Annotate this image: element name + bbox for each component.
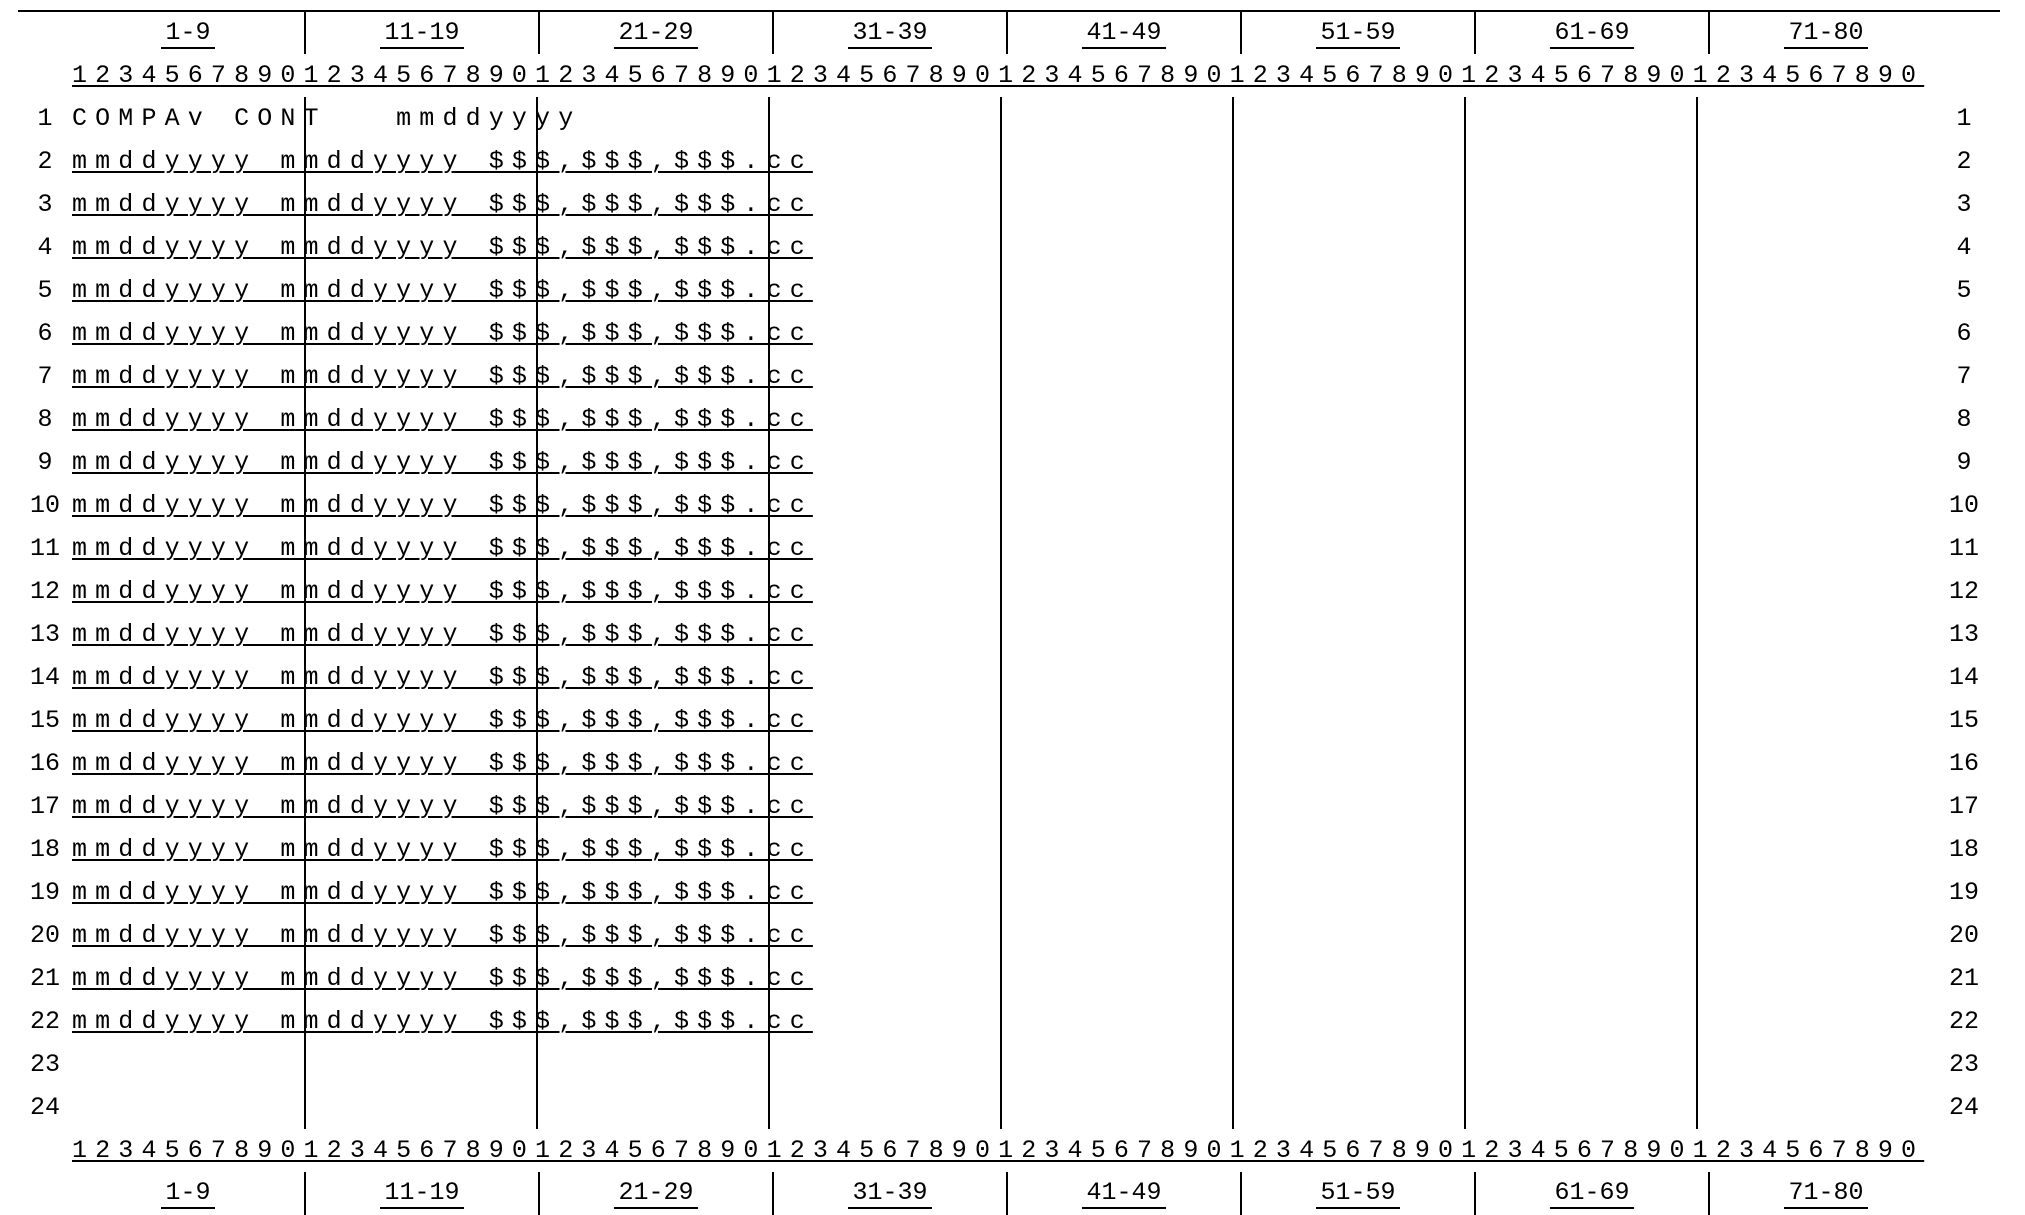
layout-row [18,441,2000,484]
layout-row [18,656,2000,699]
row-number-right: 17 [1948,792,1979,821]
row-number-left: 5 [37,276,53,305]
row-number-left: 22 [29,1007,60,1036]
row-content-cell[interactable] [72,742,1928,785]
row-number-left: 16 [29,749,60,778]
layout-row [18,355,2000,398]
layout-row [18,570,2000,613]
layout-row [18,1043,2000,1086]
column-range-text: 51-59 [1316,1178,1399,1209]
column-tick-marks [72,1086,1928,1129]
layout-row [18,1086,2000,1129]
row-number-left: 14 [29,663,60,692]
row-content-cell[interactable] [72,269,1928,312]
row-content-cell[interactable] [72,1043,1928,1086]
ruler-corner-right-bottom [1928,1129,2000,1172]
row-number-right: 23 [1948,1050,1979,1079]
row-number-left: 24 [29,1093,60,1122]
row-number-right: 8 [1956,405,1972,434]
layout-row [18,398,2000,441]
row-number-left: 12 [29,577,60,606]
row-number-left: 15 [29,706,60,735]
header-ruler-row [18,54,2000,97]
ruler-corner-right [1928,54,2000,97]
row-content-cell[interactable] [72,871,1928,914]
row-number-left: 4 [37,233,53,262]
layout-row [18,97,2000,140]
column-range-label [1242,12,1476,54]
row-content-text: mmddyyyy mmddyyyy $$$,$$$,$$$.cc [72,319,813,348]
layout-row [18,1000,2000,1043]
row-number-left: 6 [37,319,53,348]
row-content-text: mmddyyyy mmddyyyy $$$,$$$,$$$.cc [72,663,813,692]
row-number-left: 23 [29,1050,60,1079]
row-number-left: 8 [37,405,53,434]
row-content-cell[interactable] [72,355,1928,398]
row-number-right: 13 [1948,620,1979,649]
row-content-text: mmddyyyy mmddyyyy $$$,$$$,$$$.cc [72,577,813,606]
layout-row [18,312,2000,355]
row-content-cell[interactable] [72,183,1928,226]
row-number-left: 20 [29,921,60,950]
row-content-text: mmddyyyy mmddyyyy $$$,$$$,$$$.cc [72,620,813,649]
layout-row [18,785,2000,828]
footer-range-row [18,1172,2000,1215]
column-range-text: 31-39 [848,18,931,49]
row-content-cell[interactable] [72,1000,1928,1043]
row-content-cell[interactable] [72,656,1928,699]
column-range-label [540,1172,774,1215]
layout-grid [18,10,2000,1215]
row-number-right: 22 [1948,1007,1979,1036]
layout-row [18,613,2000,656]
row-number-right: 16 [1948,749,1979,778]
row-content-text: mmddyyyy mmddyyyy $$$,$$$,$$$.cc [72,147,813,176]
row-number-right: 15 [1948,706,1979,735]
footer-ruler-row [18,1129,2000,1172]
row-number-left: 19 [29,878,60,907]
column-range-label [1008,12,1242,54]
layout-row [18,484,2000,527]
column-range-label [1710,1172,1942,1215]
column-range-text: 51-59 [1316,18,1399,49]
column-range-label [1476,12,1710,54]
row-content-cell[interactable] [72,484,1928,527]
row-content-text: mmddyyyy mmddyyyy $$$,$$$,$$$.cc [72,233,813,262]
row-content-text: mmddyyyy mmddyyyy $$$,$$$,$$$.cc [72,534,813,563]
column-range-label [774,12,1008,54]
column-range-text: 1-9 [161,18,214,49]
row-number-right: 6 [1956,319,1972,348]
layout-row [18,140,2000,183]
row-number-right: 21 [1948,964,1979,993]
row-content-text: mmddyyyy mmddyyyy $$$,$$$,$$$.cc [72,878,813,907]
row-number-left: 2 [37,147,53,176]
row-number-right: 24 [1948,1093,1979,1122]
row-content-cell[interactable] [72,957,1928,1000]
ruler-bottom [72,1129,1928,1172]
column-range-text: 31-39 [848,1178,931,1209]
row-number-right: 11 [1948,534,1979,563]
column-range-label [306,12,540,54]
row-number-right: 5 [1956,276,1972,305]
row-number-right: 4 [1956,233,1972,262]
column-range-text: 71-80 [1784,1178,1867,1209]
row-content-text: mmddyyyy mmddyyyy $$$,$$$,$$$.cc [72,921,813,950]
column-range-text: 21-29 [614,1178,697,1209]
row-content-text: COMPAv CONT mmddyyyy [72,104,582,133]
row-number-left: 3 [37,190,53,219]
header-range-row [18,11,2000,54]
column-range-label [1242,1172,1476,1215]
row-number-right: 12 [1948,577,1979,606]
layout-row [18,527,2000,570]
row-content-cell[interactable] [72,226,1928,269]
row-number-left: 10 [29,491,60,520]
row-content-text: mmddyyyy mmddyyyy $$$,$$$,$$$.cc [72,491,813,520]
layout-row [18,183,2000,226]
column-tick-marks [72,1043,1928,1086]
ruler-corner-left-bottom [18,1129,72,1172]
column-range-text: 61-69 [1550,1178,1633,1209]
row-content-cell[interactable] [72,1086,1928,1129]
row-content-cell[interactable] [72,97,1928,140]
row-number-left: 21 [29,964,60,993]
row-number-right: 14 [1948,663,1979,692]
row-content-cell[interactable] [72,312,1928,355]
column-range-label [1008,1172,1242,1215]
row-content-cell[interactable] [72,785,1928,828]
ruler-corner-left [18,54,72,97]
layout-row [18,914,2000,957]
row-content-text: mmddyyyy mmddyyyy $$$,$$$,$$$.cc [72,706,813,735]
layout-row [18,226,2000,269]
row-content-cell[interactable] [72,570,1928,613]
row-content-text: mmddyyyy mmddyyyy $$$,$$$,$$$.cc [72,190,813,219]
row-number-left: 17 [29,792,60,821]
row-number-left: 13 [29,620,60,649]
row-number-left: 18 [29,835,60,864]
row-number-right: 19 [1948,878,1979,907]
layout-row [18,957,2000,1000]
row-number-right: 10 [1948,491,1979,520]
column-range-text: 21-29 [614,18,697,49]
column-range-label [306,1172,540,1215]
column-range-text: 11-19 [380,1178,463,1209]
column-range-text: 41-49 [1082,1178,1165,1209]
row-number-right: 9 [1956,448,1972,477]
print-layout-sheet [18,10,2000,1207]
column-range-label [774,1172,1008,1215]
row-content-cell[interactable] [72,441,1928,484]
row-number-right: 3 [1956,190,1972,219]
row-content-cell[interactable] [72,699,1928,742]
row-content-cell[interactable] [72,914,1928,957]
column-range-text: 11-19 [380,18,463,49]
row-number-left: 1 [37,104,53,133]
header-range-band [72,11,1928,54]
layout-row [18,742,2000,785]
row-content-text: mmddyyyy mmddyyyy $$$,$$$,$$$.cc [72,276,813,305]
column-range-label [540,12,774,54]
row-content-text: mmddyyyy mmddyyyy $$$,$$$,$$$.cc [72,1007,813,1036]
layout-row [18,699,2000,742]
row-content-cell[interactable] [72,828,1928,871]
row-content-text: mmddyyyy mmddyyyy $$$,$$$,$$$.cc [72,362,813,391]
row-content-text: mmddyyyy mmddyyyy $$$,$$$,$$$.cc [72,448,813,477]
footer-corner-left [18,1172,72,1215]
column-range-label [72,1172,306,1215]
row-content-text: mmddyyyy mmddyyyy $$$,$$$,$$$.cc [72,964,813,993]
row-content-text: mmddyyyy mmddyyyy $$$,$$$,$$$.cc [72,835,813,864]
column-range-label [1476,1172,1710,1215]
ruler-text-bottom: 12345678901234567890123456789012345678901234567890123456789012345678901234567890 [72,1136,1925,1165]
column-range-text: 71-80 [1784,18,1867,49]
row-content-text: mmddyyyy mmddyyyy $$$,$$$,$$$.cc [72,405,813,434]
column-range-label [72,12,306,54]
row-number-right: 20 [1948,921,1979,950]
ruler-text: 12345678901234567890123456789012345678901234567890123456789012345678901234567890 [72,61,1925,90]
footer-range-band [72,1172,1928,1215]
row-number-right: 18 [1948,835,1979,864]
row-number-right: 1 [1956,104,1972,133]
column-range-text: 41-49 [1082,18,1165,49]
row-content-cell[interactable] [72,140,1928,183]
row-number-right: 7 [1956,362,1972,391]
layout-row [18,871,2000,914]
row-number-left: 11 [29,534,60,563]
row-number-left: 9 [37,448,53,477]
column-range-text: 61-69 [1550,18,1633,49]
row-content-cell[interactable] [72,398,1928,441]
ruler-top [72,54,1928,97]
layout-row [18,269,2000,312]
row-number-left: 7 [37,362,53,391]
row-number-right: 2 [1956,147,1972,176]
column-range-label [1710,12,1942,54]
row-corner-left [18,11,72,54]
row-content-text: mmddyyyy mmddyyyy $$$,$$$,$$$.cc [72,792,813,821]
row-content-text: mmddyyyy mmddyyyy $$$,$$$,$$$.cc [72,749,813,778]
row-content-cell[interactable] [72,527,1928,570]
layout-row [18,828,2000,871]
column-range-text: 1-9 [161,1178,214,1209]
row-content-cell[interactable] [72,613,1928,656]
